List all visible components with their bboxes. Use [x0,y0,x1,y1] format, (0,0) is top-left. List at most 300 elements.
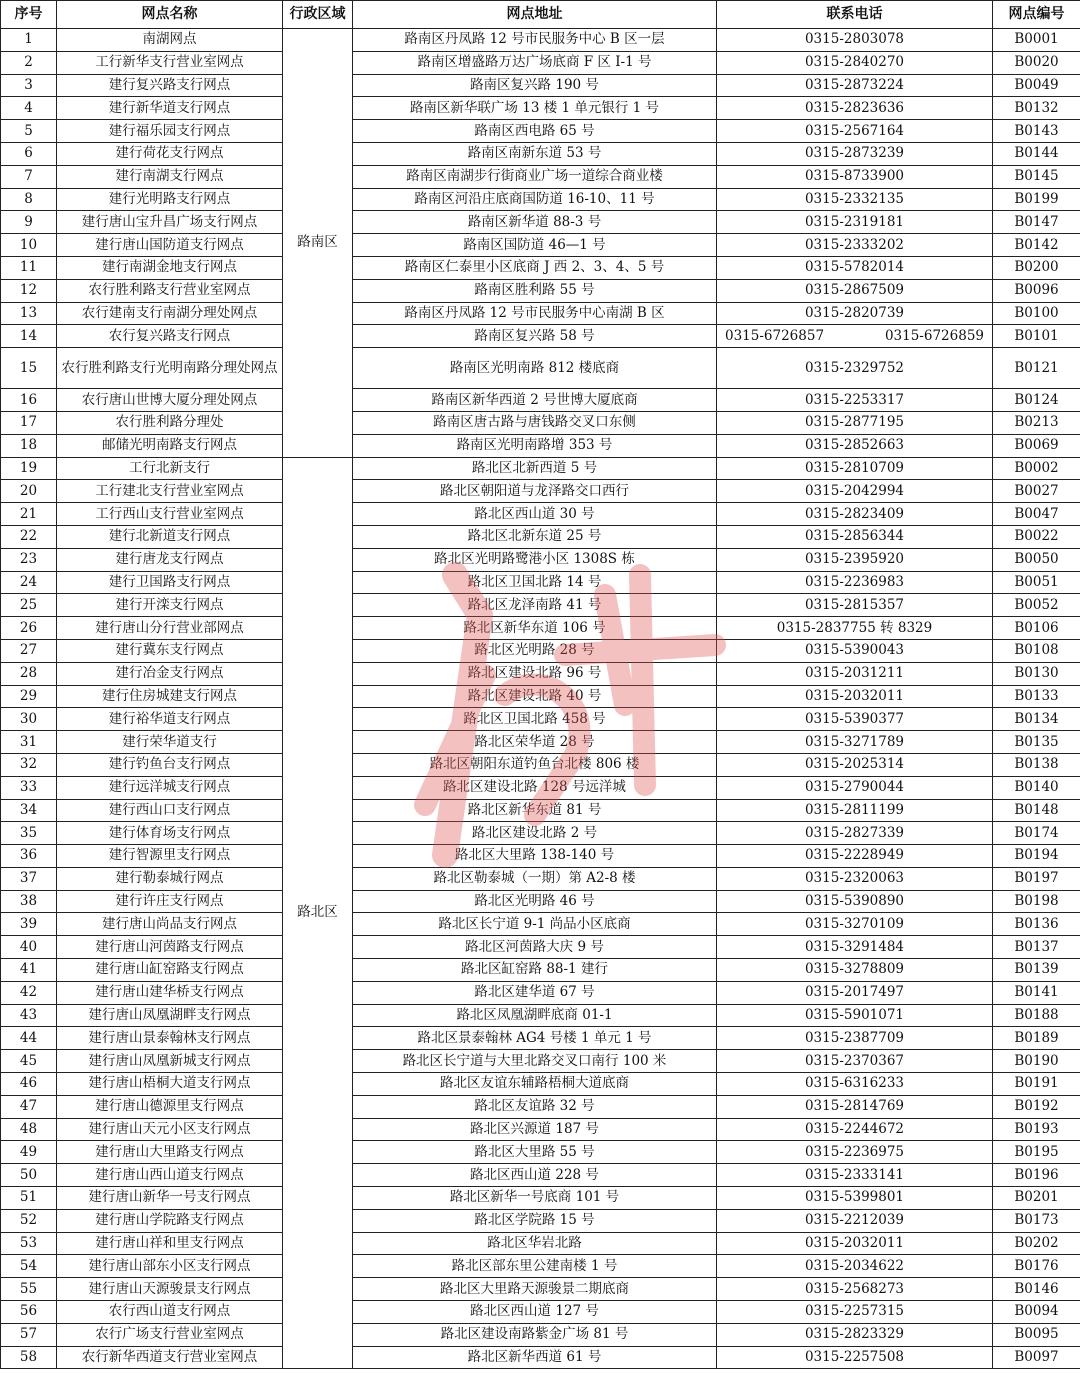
cell-name: 农行广场支行营业室网点 [57,1323,283,1346]
cell-code: B0049 [993,74,1080,97]
cell-phone: 0315-2042994 [717,480,993,503]
table-row [1,753,1080,776]
table-row [1,1187,1080,1210]
cell-no: 48 [1,1118,57,1141]
cell-address: 路北区缸窑路 88-1 建行 [353,959,717,982]
cell-phone: 0315-2017497 [717,981,993,1004]
cell-no: 16 [1,389,57,412]
cell-phone: 0315-2814769 [717,1095,993,1118]
table-row [1,302,1080,325]
cell-code: B0197 [993,867,1080,890]
cell-address: 路北区新华西道 61 号 [353,1346,717,1369]
cell-no: 12 [1,279,57,302]
cell-no: 1 [1,29,57,52]
cell-name: 建行远洋城支行网点 [57,776,283,799]
table-row [1,279,1080,302]
cell-phone: 0315-2320063 [717,867,993,890]
cell-no: 13 [1,302,57,325]
cell-phone: 0315-2873239 [717,142,993,165]
cell-name: 农行唐山世博大厦分理处网点 [57,389,283,412]
cell-name: 建行北新道支行网点 [57,525,283,548]
cell-name: 建行冀东支行网点 [57,639,283,662]
cell-code: B0097 [993,1346,1080,1369]
cell-address: 路南区新华联广场 13 楼 1 单元银行 1 号 [353,97,717,120]
cell-name: 工行新华支行营业室网点 [57,51,283,74]
table-row [1,662,1080,685]
cell-name: 建行体育场支行网点 [57,822,283,845]
cell-phone: 0315-2319181 [717,211,993,234]
cell-no: 31 [1,731,57,754]
cell-name: 建行唐山新华一号支行网点 [57,1187,283,1210]
cell-phone: 0315-2032011 [717,1232,993,1255]
cell-code: B0094 [993,1301,1080,1324]
table-row [1,1073,1080,1096]
cell-no: 8 [1,188,57,211]
cell-code: B0134 [993,708,1080,731]
cell-no: 36 [1,845,57,868]
cell-address: 路北区建设北路 40 号 [353,685,717,708]
cell-code: B0020 [993,51,1080,74]
cell-address: 路北区卫国北路 458 号 [353,708,717,731]
cell-no: 9 [1,211,57,234]
cell-phone: 0315-2803078 [717,29,993,52]
cell-address: 路北区建设南路紫金广场 81 号 [353,1323,717,1346]
cell-no: 17 [1,411,57,434]
cell-phone: 0315-2823636 [717,97,993,120]
cell-name: 建行唐山分行营业部网点 [57,617,283,640]
table-row [1,936,1080,959]
cell-no: 43 [1,1004,57,1027]
cell-code: B0213 [993,411,1080,434]
cell-no: 26 [1,617,57,640]
cell-no: 23 [1,548,57,571]
cell-address: 路南区国防道 46—1 号 [353,234,717,257]
cell-code: B0143 [993,120,1080,143]
cell-no: 6 [1,142,57,165]
cell-name: 建行唐山部东小区支行网点 [57,1255,283,1278]
cell-name: 建行唐山天元小区支行网点 [57,1118,283,1141]
cell-no: 18 [1,434,57,457]
cell-phone: 0315-2840270 [717,51,993,74]
cell-no: 15 [1,348,57,389]
cell-district: 路北区 [283,457,353,1369]
cell-name: 工行建北支行营业室网点 [57,480,283,503]
cell-code: B0190 [993,1050,1080,1073]
cell-address: 路北区光明路 46 号 [353,890,717,913]
cell-no: 4 [1,97,57,120]
cell-address: 路北区华岩北路 [353,1232,717,1255]
cell-phone: 0315-2333202 [717,234,993,257]
cell-phone: 0315-3278809 [717,959,993,982]
phone-secondary: 0315-6726859 [884,327,984,344]
table-row [1,1095,1080,1118]
table-row [1,120,1080,143]
cell-address: 路南区唐古路与唐钱路交叉口东侧 [353,411,717,434]
cell-code: B0100 [993,302,1080,325]
table-row [1,1027,1080,1050]
cell-address: 路北区荣华道 28 号 [353,731,717,754]
cell-phone: 0315-2820739 [717,302,993,325]
table-row [1,457,1080,480]
table-body [1,29,1080,1369]
cell-no: 41 [1,959,57,982]
cell-name: 农行胜利路支行营业室网点 [57,279,283,302]
cell-address: 路北区凤凰湖畔底商 01-1 [353,1004,717,1027]
cell-address: 路北区长宁道 9-1 尚品小区底商 [353,913,717,936]
cell-phone: 0315-8733900 [717,165,993,188]
cell-code: B0194 [993,845,1080,868]
table-row [1,845,1080,868]
cell-code: B0191 [993,1073,1080,1096]
cell-name: 工行北新支行 [57,457,283,480]
cell-address: 路北区学院路 15 号 [353,1209,717,1232]
cell-code: B0138 [993,753,1080,776]
cell-address: 路南区光明南路 812 楼底商 [353,348,717,389]
table-row [1,913,1080,936]
cell-phone: 0315-2873224 [717,74,993,97]
table-row [1,1209,1080,1232]
cell-phone: 0315-2236975 [717,1141,993,1164]
table-row [1,1278,1080,1301]
cell-phone: 0315-2253317 [717,389,993,412]
cell-address: 路北区朝阳东道钓鱼台北楼 806 楼 [353,753,717,776]
cell-name: 建行荣华道支行 [57,731,283,754]
cell-phone: 0315-2568273 [717,1278,993,1301]
cell-address: 路北区兴源道 187 号 [353,1118,717,1141]
table-row [1,74,1080,97]
cell-code: B0139 [993,959,1080,982]
cell-phone: 0315-2790044 [717,776,993,799]
cell-address: 路北区新华东道 81 号 [353,799,717,822]
cell-phone: 0315-2333141 [717,1164,993,1187]
cell-code: B0137 [993,936,1080,959]
cell-phone: 0315-2823409 [717,503,993,526]
cell-no: 22 [1,525,57,548]
cell-name: 建行冶金支行网点 [57,662,283,685]
cell-no: 20 [1,480,57,503]
cell-phone: 0315-5399801 [717,1187,993,1210]
cell-name: 建行唐山凤凰湖畔支行网点 [57,1004,283,1027]
cell-phone: 0315-2856344 [717,525,993,548]
cell-address: 路北区友谊东辅路梧桐大道底商 [353,1073,717,1096]
cell-code: B0202 [993,1232,1080,1255]
cell-name: 建行唐山祥和里支行网点 [57,1232,283,1255]
cell-code: B0124 [993,389,1080,412]
cell-name: 建行唐山景泰翰林支行网点 [57,1027,283,1050]
cell-no: 21 [1,503,57,526]
cell-address: 路北区新华东道 106 号 [353,617,717,640]
cell-phone: 0315-2877195 [717,411,993,434]
cell-address: 路北区部东里公建南楼 1 号 [353,1255,717,1278]
cell-phone: 0315-2567164 [717,120,993,143]
table-row [1,1301,1080,1324]
cell-code: B0201 [993,1187,1080,1210]
cell-code: B0144 [993,142,1080,165]
table-row [1,234,1080,257]
cell-no: 40 [1,936,57,959]
cell-address: 路北区建设北路 96 号 [353,662,717,685]
cell-code: B0136 [993,913,1080,936]
cell-code: B0052 [993,594,1080,617]
cell-no: 2 [1,51,57,74]
cell-code: B0132 [993,97,1080,120]
cell-name: 建行卫国路支行网点 [57,571,283,594]
cell-address: 路南区河沿庄底商国防道 16-10、11 号 [353,188,717,211]
cell-name: 农行胜利路分理处 [57,411,283,434]
cell-phone: 0315-5390043 [717,639,993,662]
cell-address: 路北区卫国北路 14 号 [353,571,717,594]
table-row [1,1141,1080,1164]
cell-no: 19 [1,457,57,480]
table-row [1,1255,1080,1278]
cell-no: 45 [1,1050,57,1073]
cell-name: 建行唐山大里路支行网点 [57,1141,283,1164]
cell-code: B0002 [993,457,1080,480]
table-row [1,142,1080,165]
cell-no: 27 [1,639,57,662]
table-row [1,822,1080,845]
table-row [1,685,1080,708]
cell-phone: 0315-2212039 [717,1209,993,1232]
header-no: 序号 [1,1,57,29]
table-row [1,617,1080,640]
cell-no: 25 [1,594,57,617]
cell-no: 28 [1,662,57,685]
cell-phone: 0315-2257508 [717,1346,993,1369]
cell-no: 55 [1,1278,57,1301]
cell-address: 路南区南新东道 53 号 [353,142,717,165]
cell-phone: 0315-2329752 [717,348,993,389]
cell-phone: 0315-2395920 [717,548,993,571]
cell-address: 路北区西山道 30 号 [353,503,717,526]
cell-phone: 0315-2031211 [717,662,993,685]
table-row [1,525,1080,548]
cell-phone: 0315-2837755 转 8329 [717,617,993,640]
cell-phone: 0315-2827339 [717,822,993,845]
cell-phone: 0315-2025314 [717,753,993,776]
cell-name: 邮储光明南路支行网点 [57,434,283,457]
cell-name: 建行唐山德源里支行网点 [57,1095,283,1118]
cell-address: 路南区增盛路万达广场底商 F 区 I-1 号 [353,51,717,74]
cell-code: B0051 [993,571,1080,594]
cell-no: 32 [1,753,57,776]
cell-name: 建行唐山尚品支行网点 [57,913,283,936]
cell-address: 路北区长宁道与大里北路交叉口南行 100 米 [353,1050,717,1073]
cell-address: 路北区光明路鹭港小区 1308S 栋 [353,548,717,571]
cell-code: B0147 [993,211,1080,234]
cell-phone: 0315-2034622 [717,1255,993,1278]
cell-no: 37 [1,867,57,890]
cell-address: 路北区西山道 228 号 [353,1164,717,1187]
table-row [1,981,1080,1004]
cell-name: 建行福乐园支行网点 [57,120,283,143]
cell-no: 57 [1,1323,57,1346]
cell-address: 路南区丹凤路 12 号市民服务中心南湖 B 区 [353,302,717,325]
cell-code: B0121 [993,348,1080,389]
cell-code: B0199 [993,188,1080,211]
cell-no: 14 [1,325,57,348]
table-row [1,389,1080,412]
cell-code: B0195 [993,1141,1080,1164]
header-district: 行政区域 [283,1,353,29]
cell-no: 5 [1,120,57,143]
cell-no: 44 [1,1027,57,1050]
cell-name: 建行唐山河茵路支行网点 [57,936,283,959]
cell-code: B0069 [993,434,1080,457]
cell-address: 路北区大里路 55 号 [353,1141,717,1164]
table-row [1,1004,1080,1027]
cell-address: 路南区西电路 65 号 [353,120,717,143]
cell-no: 51 [1,1187,57,1210]
cell-name: 建行南湖金地支行网点 [57,256,283,279]
cell-no: 46 [1,1073,57,1096]
cell-no: 53 [1,1232,57,1255]
cell-address: 路北区北新东道 25 号 [353,525,717,548]
table-row [1,708,1080,731]
cell-name: 建行复兴路支行网点 [57,74,283,97]
cell-phone: 0315-2823329 [717,1323,993,1346]
cell-name: 建行唐山宝升昌广场支行网点 [57,211,283,234]
cell-address: 路北区朝阳道与龙泽路交口西行 [353,480,717,503]
table-row [1,434,1080,457]
table-header-row [1,1,1080,29]
cell-address: 路北区勒泰城（一期）第 A2-8 楼 [353,867,717,890]
cell-code: B0142 [993,234,1080,257]
cell-code: B0135 [993,731,1080,754]
header-code: 网点编号 [993,1,1080,29]
cell-code: B0140 [993,776,1080,799]
cell-no: 54 [1,1255,57,1278]
cell-name: 建行住房城建支行网点 [57,685,283,708]
table-row [1,890,1080,913]
cell-name: 农行胜利路支行光明南路分理处网点 [57,348,283,389]
cell-name: 建行钓鱼台支行网点 [57,753,283,776]
table-row [1,548,1080,571]
table-row [1,1118,1080,1141]
cell-address: 路南区丹凤路 12 号市民服务中心 B 区一层 [353,29,717,52]
cell-name: 农行西山道支行网点 [57,1301,283,1324]
cell-address: 路北区新华一号底商 101 号 [353,1187,717,1210]
cell-phone: 0315-2815357 [717,594,993,617]
cell-no: 33 [1,776,57,799]
cell-code: B0022 [993,525,1080,548]
table-row [1,1164,1080,1187]
cell-code: B0193 [993,1118,1080,1141]
cell-address: 路北区河茵路大庆 9 号 [353,936,717,959]
cell-name: 建行唐山学院路支行网点 [57,1209,283,1232]
cell-no: 30 [1,708,57,731]
cell-phone: 0315-2228949 [717,845,993,868]
table-row [1,571,1080,594]
cell-phone [717,325,993,348]
table-row [1,51,1080,74]
cell-phone: 0315-2810709 [717,457,993,480]
cell-no: 56 [1,1301,57,1324]
cell-code: B0148 [993,799,1080,822]
cell-phone: 0315-5782014 [717,256,993,279]
cell-no: 39 [1,913,57,936]
cell-phone: 0315-2387709 [717,1027,993,1050]
table-row [1,188,1080,211]
cell-code: B0198 [993,890,1080,913]
cell-address: 路南区南湖步行街商业广场一道综合商业楼 [353,165,717,188]
cell-address: 路南区新华道 88-3 号 [353,211,717,234]
cell-no: 34 [1,799,57,822]
cell-name: 建行开滦支行网点 [57,594,283,617]
cell-code: B0050 [993,548,1080,571]
cell-no: 7 [1,165,57,188]
cell-code: B0101 [993,325,1080,348]
cell-address: 路北区建设北路 128 号远洋城 [353,776,717,799]
cell-phone: 0315-2370367 [717,1050,993,1073]
cell-address: 路南区光明南路增 353 号 [353,434,717,457]
cell-phone: 0315-5390377 [717,708,993,731]
cell-name: 农行建南支行南湖分理处网点 [57,302,283,325]
cell-phone: 0315-2257315 [717,1301,993,1324]
cell-name: 建行唐龙支行网点 [57,548,283,571]
cell-name: 建行光明路支行网点 [57,188,283,211]
cell-address: 路南区新华西道 2 号世博大厦底商 [353,389,717,412]
table-row [1,594,1080,617]
phone-primary: 0315-6726857 [725,327,825,344]
cell-name: 建行唐山西山道支行网点 [57,1164,283,1187]
cell-name: 建行南湖支行网点 [57,165,283,188]
cell-district: 路南区 [283,29,353,458]
cell-phone: 0315-2867509 [717,279,993,302]
table-row [1,29,1080,52]
cell-code: B0200 [993,256,1080,279]
cell-name: 农行新华西道支行营业室网点 [57,1346,283,1369]
cell-name: 建行唐山国防道支行网点 [57,234,283,257]
cell-name: 工行西山支行营业室网点 [57,503,283,526]
cell-code: B0176 [993,1255,1080,1278]
cell-code: B0096 [993,279,1080,302]
cell-code: B0130 [993,662,1080,685]
cell-name: 建行勒泰城行网点 [57,867,283,890]
cell-code: B0141 [993,981,1080,1004]
cell-address: 路南区仁泰里小区底商 J 西 2、3、4、5 号 [353,256,717,279]
cell-code: B0189 [993,1027,1080,1050]
cell-name: 农行复兴路支行网点 [57,325,283,348]
cell-phone: 0315-2032011 [717,685,993,708]
cell-no: 29 [1,685,57,708]
table-row [1,959,1080,982]
cell-phone: 0315-3271789 [717,731,993,754]
cell-no: 42 [1,981,57,1004]
cell-code: B0196 [993,1164,1080,1187]
cell-address: 路北区友谊路 32 号 [353,1095,717,1118]
cell-no: 47 [1,1095,57,1118]
cell-phone: 0315-2852663 [717,434,993,457]
cell-phone: 0315-5901071 [717,1004,993,1027]
table-row [1,503,1080,526]
cell-address: 路南区复兴路 190 号 [353,74,717,97]
table-row [1,97,1080,120]
cell-no: 10 [1,234,57,257]
cell-address: 路北区北新西道 5 号 [353,457,717,480]
table-row [1,480,1080,503]
cell-code: B0192 [993,1095,1080,1118]
cell-no: 24 [1,571,57,594]
cell-code: B0095 [993,1323,1080,1346]
table-row [1,1323,1080,1346]
header-name: 网点名称 [57,1,283,29]
cell-phone: 0315-6316233 [717,1073,993,1096]
cell-code: B0146 [993,1278,1080,1301]
cell-code: B0001 [993,29,1080,52]
cell-phone: 0315-3270109 [717,913,993,936]
cell-address: 路南区复兴路 58 号 [353,325,717,348]
